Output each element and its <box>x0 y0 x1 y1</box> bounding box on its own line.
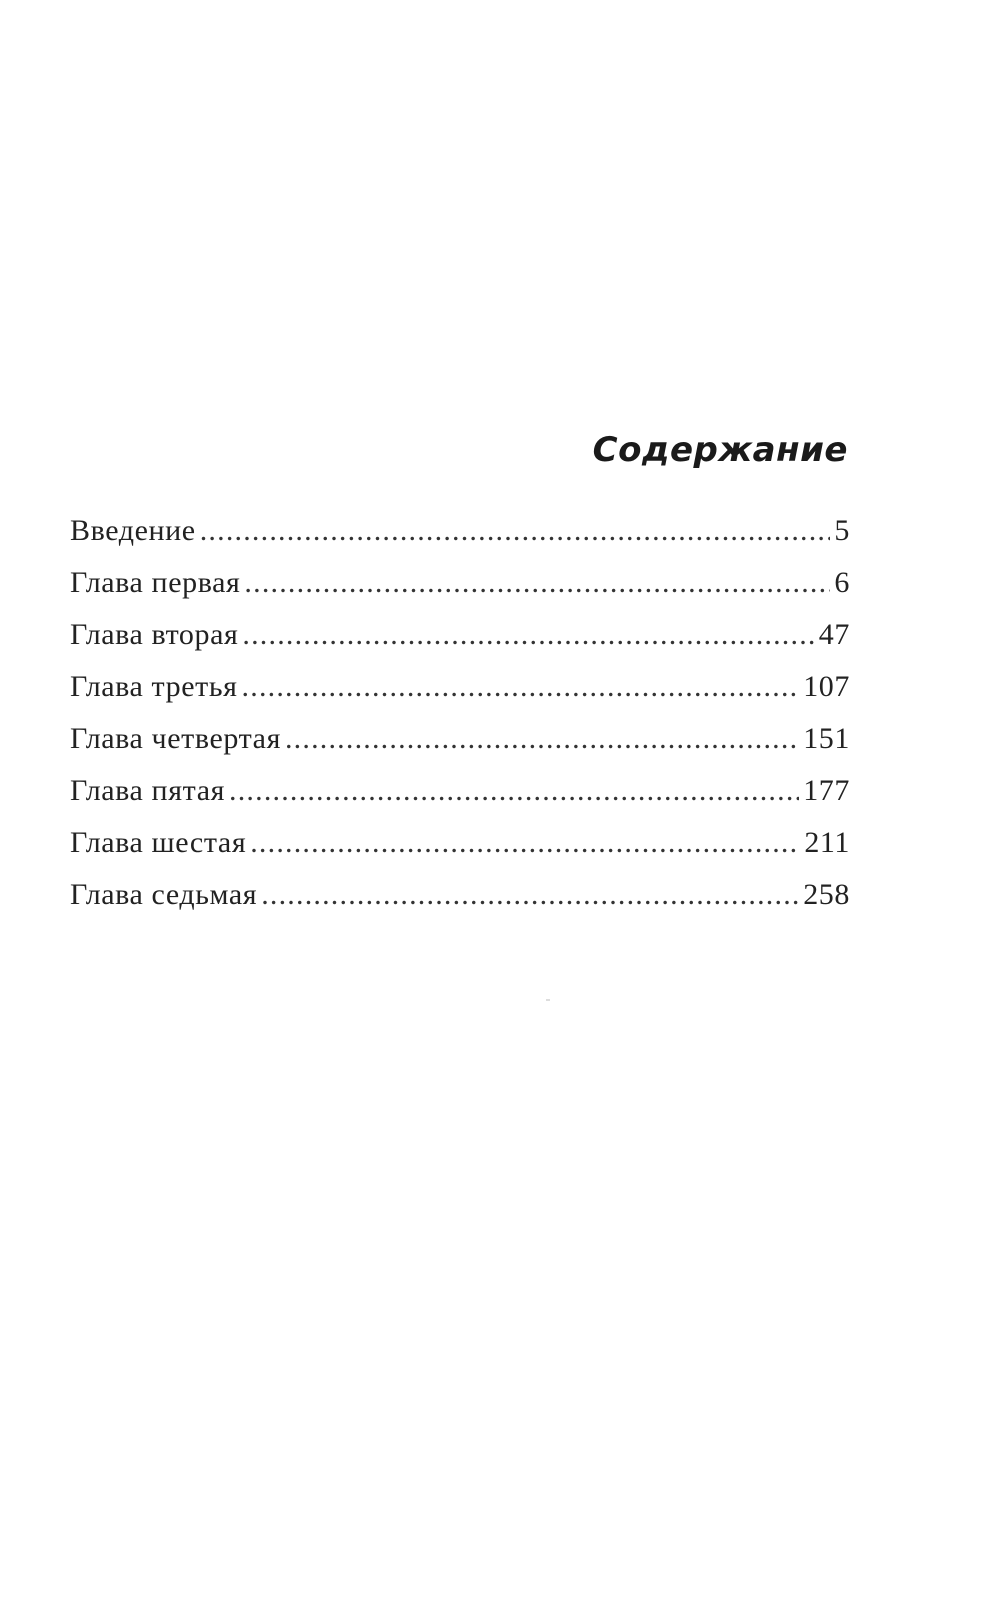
toc-entry-chapter-6 <box>70 817 850 869</box>
print-speck <box>546 999 550 1001</box>
toc-entry-chapter-1 <box>70 557 850 609</box>
toc-entry-page: 258 <box>803 878 850 911</box>
toc-entry-chapter-2 <box>70 609 850 661</box>
toc-entry-chapter-7 <box>70 869 850 921</box>
toc-entry-label: Глава седьмая <box>70 878 258 911</box>
toc-entry-label: Введение <box>70 514 196 547</box>
toc-dot-leader <box>244 557 830 609</box>
toc-dot-leader <box>242 609 814 661</box>
toc-entry-label: Глава вторая <box>70 618 239 651</box>
toc-entry-page: 177 <box>803 774 850 807</box>
toc-dot-leader <box>261 869 799 921</box>
toc-dot-leader <box>242 661 800 713</box>
toc-list <box>70 505 850 921</box>
toc-dot-leader <box>229 765 799 817</box>
toc-dot-leader <box>200 505 831 557</box>
toc-entry-label: Глава первая <box>70 566 241 599</box>
toc-entry-chapter-3 <box>70 661 850 713</box>
toc-entry-label: Глава шестая <box>70 826 247 859</box>
toc-title: Содержание <box>592 430 848 470</box>
toc-dot-leader <box>250 817 800 869</box>
toc-entry-introduction <box>70 505 850 557</box>
toc-entry-page: 107 <box>803 670 850 703</box>
toc-entry-chapter-5 <box>70 765 850 817</box>
toc-entry-label: Глава четвертая <box>70 722 281 755</box>
toc-entry-page: 6 <box>834 566 850 599</box>
toc-entry-label: Глава третья <box>70 670 238 703</box>
toc-entry-label: Глава пятая <box>70 774 226 807</box>
toc-entry-chapter-4 <box>70 713 850 765</box>
toc-entry-page: 5 <box>834 514 850 547</box>
toc-entry-page: 151 <box>803 722 850 755</box>
toc-entry-page: 47 <box>818 618 850 651</box>
toc-entry-page: 211 <box>804 826 850 859</box>
toc-dot-leader <box>285 713 799 765</box>
